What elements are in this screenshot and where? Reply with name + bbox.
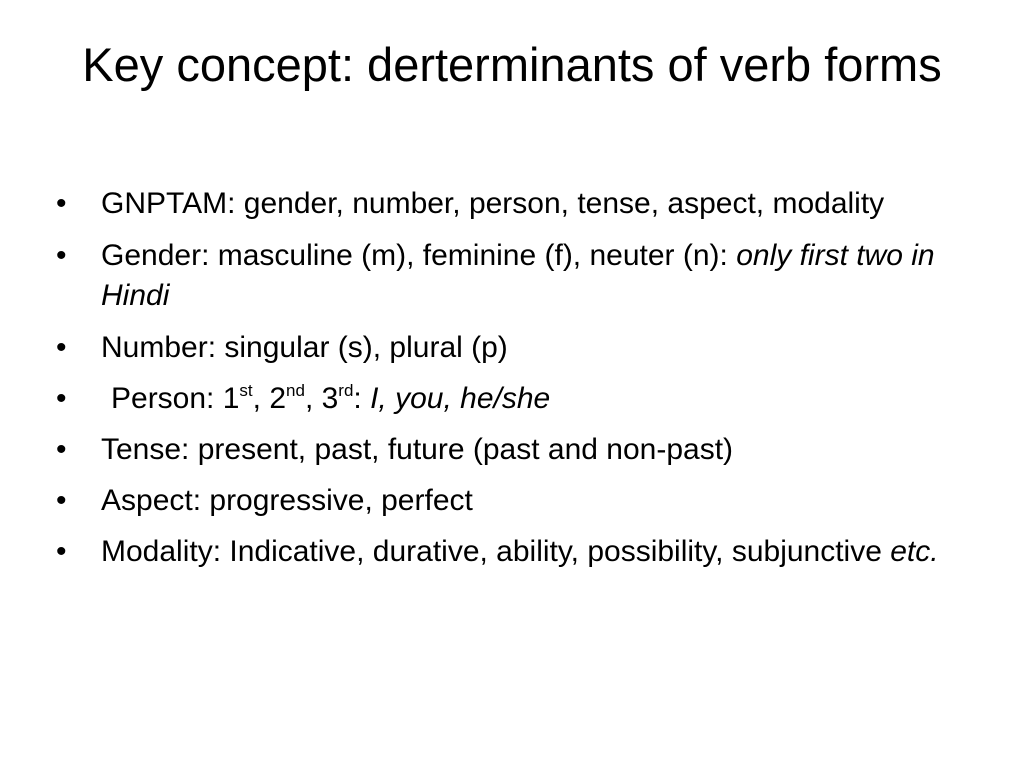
bullet-tense	[56, 430, 976, 470]
colon-separator: :	[353, 382, 371, 415]
ordinal-1-suffix: st	[239, 381, 253, 400]
ordinal-3-suffix: rd	[338, 381, 354, 400]
bullet-person	[56, 379, 976, 419]
bullet-icon: •	[56, 382, 67, 415]
bullet-text: Tense: present, past, future (past and non-past)	[101, 433, 734, 466]
bullet-text: Gender: masculine (m), feminine (f), neuter (n):	[101, 239, 737, 272]
bullet-text: Modality: Indicative, durative, ability, possibility, subjunctive	[101, 535, 891, 568]
bullet-text: GNPTAM: gender, number, person, tense, aspect, modality	[101, 187, 885, 220]
bullet-number	[56, 328, 976, 368]
bullet-list	[56, 184, 976, 584]
bullet-modality	[56, 532, 976, 572]
bullet-gender	[56, 236, 976, 316]
bullet-icon: •	[56, 484, 67, 517]
bullet-text: Number: singular (s), plural (p)	[101, 331, 508, 364]
bullet-aspect	[56, 481, 976, 521]
ordinal-3-number: 3	[321, 382, 339, 415]
person-examples: I, you, he/she	[370, 382, 551, 415]
bullet-italic-note: only first two in Hindi	[101, 239, 935, 312]
separator: ,	[252, 382, 270, 415]
bullet-icon: •	[56, 331, 67, 364]
bullet-text: Aspect: progressive, perfect	[101, 484, 473, 517]
slide-title: Key concept: derterminants of verb forms	[82, 38, 942, 91]
separator: ,	[304, 382, 322, 415]
bullet-icon: •	[56, 239, 67, 272]
bullet-icon: •	[56, 535, 67, 568]
bullet-icon: •	[56, 187, 67, 220]
bullet-gnptam	[56, 184, 976, 224]
ordinal-2-suffix: nd	[286, 381, 305, 400]
ordinal-1-number: 1	[222, 382, 240, 415]
bullet-italic-note: etc.	[890, 535, 939, 568]
ordinal-2-number: 2	[269, 382, 287, 415]
person-prefix: Person:	[111, 382, 223, 415]
bullet-icon: •	[56, 433, 67, 466]
